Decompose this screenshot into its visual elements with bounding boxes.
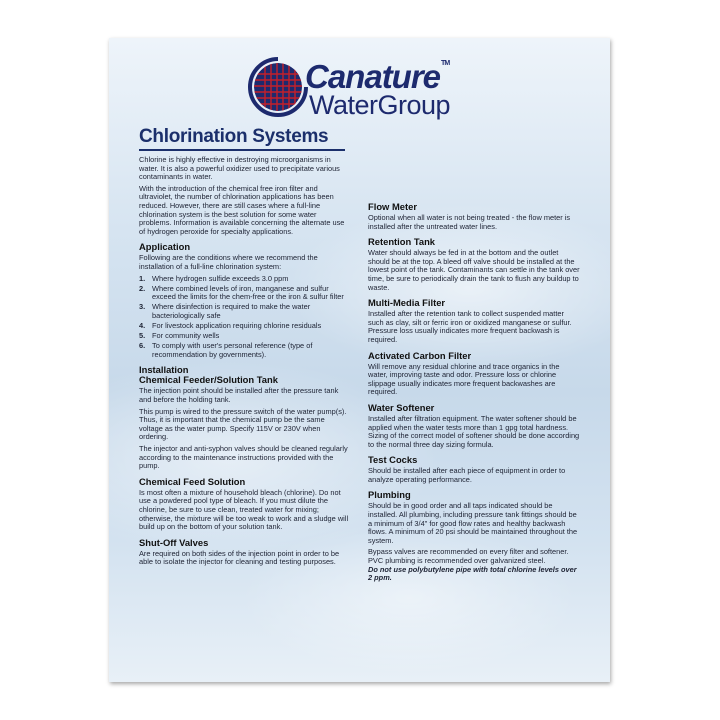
plumbing-warning-note: Do not use polybutylene pipe with total chlorine levels over 2 ppm. [368,564,577,583]
title-underline [139,149,345,151]
retention-tank-text: Water should always be fed in at the bottom and the outlet should be at the top. A bleed off valve should be installed at the lowest point of the tank. Contaminants can settle in the tank over time, be sure to periodically drain the tank to flush any buildup to waste. [368,248,580,292]
plumbing-paragraph: Bypass valves are recommended on every filter and softener. PVC plumbing is recommended over galvanized steel. [368,547,569,566]
section-heading-test-cocks: Test Cocks [368,454,418,466]
section-heading-activated-carbon-filter: Activated Carbon Filter [368,349,472,361]
section-heading-multi-media-filter: Multi-Media Filter [368,297,446,309]
section-heading-chemical-feed: Chemical Feed Solution [139,475,246,487]
brand-name: Canature™ [305,58,450,95]
list-item: 4. For livestock application requiring chlorine residuals [139,321,322,330]
installation-paragraph: The injection point should be installed after the pressure tank and before the holding tank. [139,386,339,404]
activated-carbon-filter-text: Will remove any residual chlorine and trace organics in the water, improving taste and odor. Pressure loss or chlorine slippage usually indicates more frequent backwashes are required. [368,361,560,397]
page-title: Chlorination Systems [139,126,329,147]
brand-subname: WaterGroup [309,90,451,120]
section-heading-application: Application [139,241,191,253]
installation-paragraph: This pump is wired to the pressure switch of the water pump(s). Thus, it is important that the chemical pump be the same voltage as the water pump. Specify 115V or 230V when ordering. [139,406,347,442]
right-column [368,156,580,586]
list-item: 5. For community wells [139,331,220,341]
intro-paragraph: With the introduction of the chemical free iron filter and ultraviolet, the number of chlorination applications has been reduced. However, there are still cases where a full-line chlorination system is the best solution for some water problems. Information is available concerning the alternate use of hydrogen peroxide for specialty applications. [139,183,345,236]
section-heading-flow-meter: Flow Meter [368,201,417,212]
section-heading-shutoff-valves: Shut-Off Valves [139,536,209,548]
section-heading-retention-tank: Retention Tank [368,236,436,248]
application-lead: Following are the conditions where we recommend the installation of a full-line chlorination system: [139,253,318,271]
trademark-mark: TM [441,60,450,67]
list-item: 3. Where disinfection is required to make the water bacteriologically safe [139,302,311,320]
globe-logo-icon [247,56,309,118]
section-heading-installation: Installation Chemical Feeder/Solution Tank [139,364,278,386]
multi-media-filter-text: Installed after the retention tank to collect suspended matter such as clay, silt or ferric iron or oxidized manganese or sulfur. Pressure loss usually indicates more frequent backwash is required. [368,309,572,344]
chemical-feed-text: Is most often a mixture of household bleach (chlorine). Do not use a powdered pool type of bleach. If you must dilute the chlorine, be sure to use clean, treated water for mixing; otherwise, the mixture will be too weak to work and a sludge will build up on the bottom of your solution tank. [139,487,349,532]
list-item: 2. Where combined levels of iron, manganese and sulfur exceed the limits for the chem-free or the iron & sulfur filter [139,283,344,302]
application-list [139,275,349,360]
canature-logo [247,54,477,124]
document-page [109,38,610,682]
section-heading-plumbing: Plumbing [368,489,411,501]
water-softener-text: Installed after filtration equipment. The water softener should be applied when the water tests more than 1 gpg total hardness. Sizing of the correct model of softener should be done according to the normal three day sizing formula. [368,413,580,449]
shutoff-valves-text: Are required on both sides of the injection point in order to be able to isolate the injector for cleaning and testing purposes. [139,548,340,567]
intro-paragraph: Chlorine is highly effective in destroying microorganisms in water. It is also a powerful oxidizer used to precipitate various contaminants in water. [139,155,340,182]
plumbing-paragraph: Should be in good order and all taps indicated should be installed. All plumbing, including pressure tank fittings should be a minimum of 3/4" for good flow rates and healthy backwash flows. A minimum of 20 psi should be maintained throughout the system. [368,501,578,545]
flow-meter-text: Optional when all water is not being treated - the flow meter is installed after the untreated water lines. [368,213,571,231]
test-cocks-text: Should be installed after each piece of equipment in order to analyze operating performance. [368,466,566,484]
left-column [139,156,349,570]
list-item: 1. Where hydrogen sulfide exceeds 3.0 ppm [139,273,289,283]
section-heading-water-softener: Water Softener [368,401,435,413]
list-item: 6. To comply with user's personal reference (type of recommendation by governments). [139,341,313,359]
installation-paragraph: The injector and anti-syphon valves should be cleaned regularly according to the maintenance instructions provided with the pump. [139,443,348,471]
